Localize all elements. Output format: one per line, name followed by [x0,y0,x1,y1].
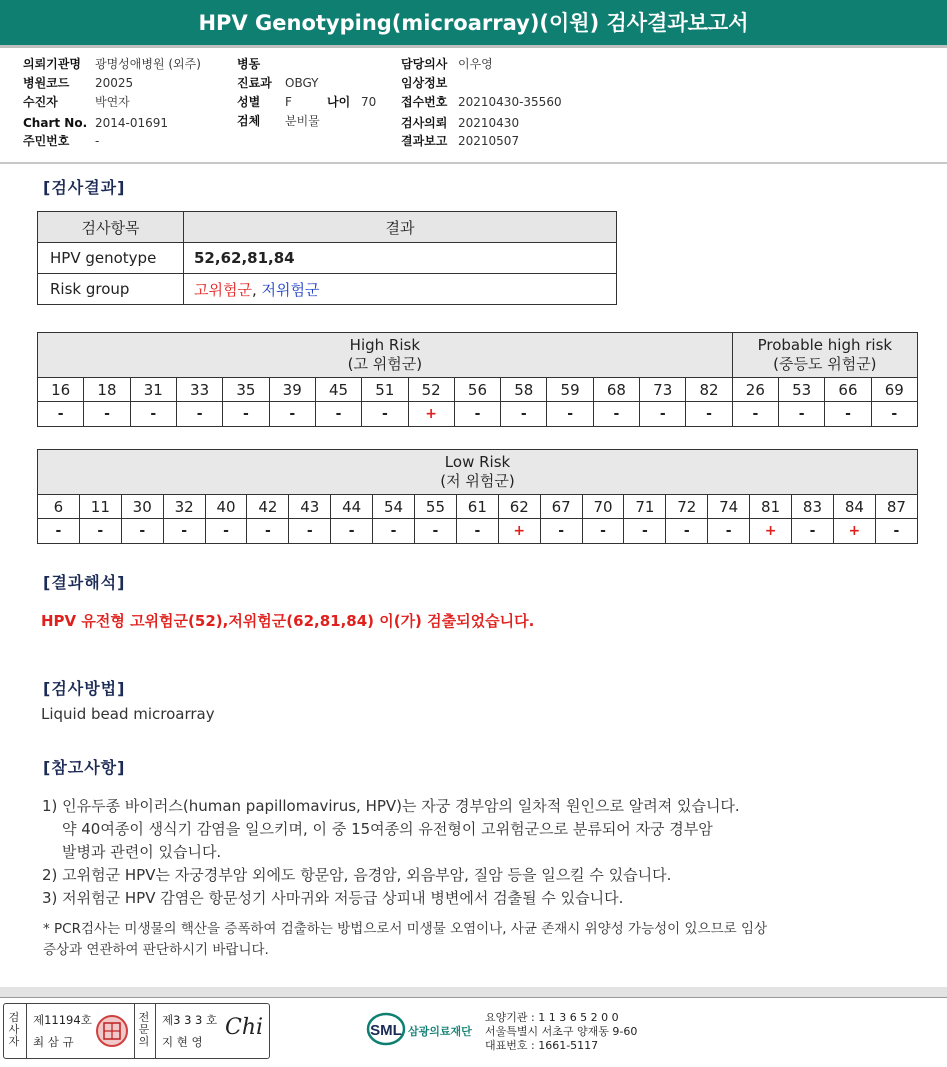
method-text: Liquid bead microarray [41,705,215,723]
institution-name: 삼광의료재단 [408,1025,472,1038]
note-1-line-1: 1) 인유두종 바이러스(human papillomavirus, HPV)는 자궁 경부암의 일차적 원인으로 알려져 있습니다. [42,797,740,815]
low-result-cell: - [624,519,666,544]
footnote [43,919,767,961]
low-risk-header [38,450,918,495]
low-type-cell: 67 [540,495,582,519]
high-result-cell: - [825,402,871,427]
info-ward [237,56,285,72]
low-risk-genotype-table [37,449,918,544]
risk-label-cell: Risk group [38,274,184,305]
note-2: 2) 고위험군 HPV는 자궁경부암 외에도 항문암, 음경암, 외음부암, 질암 등을 일으킬 수 있습니다. [42,866,672,884]
name-value: 박연자 [95,95,130,109]
info-request [401,115,519,131]
low-result-cell: + [750,519,792,544]
low-type-cell: 84 [833,495,875,519]
low-result-cell: + [498,519,540,544]
low-type-cell: 87 [875,495,917,519]
low-result-cell: - [875,519,917,544]
high-result-cell: - [547,402,593,427]
specimen-value: 분비물 [285,114,320,128]
specimen-label: 검체 [237,114,261,128]
footer-band [0,987,947,997]
result-table [37,211,617,305]
name-label: 수진자 [23,95,58,109]
low-result-cell: - [708,519,750,544]
request-label: 검사의뢰 [401,116,448,130]
low-result-cell: - [205,519,247,544]
low-type-cell: 62 [498,495,540,519]
rrn-value: - [95,134,100,148]
low-type-cell: 11 [79,495,121,519]
high-result-cell: - [871,402,917,427]
high-type-cell: 58 [501,378,547,402]
high-result-cell: - [269,402,315,427]
footnote-line-2: 증상과 연관하여 판단하시기 바랍니다. [43,942,269,958]
low-result-cell: - [415,519,457,544]
risk-value-cell [184,274,617,305]
notes-list [42,795,740,910]
low-result-cell: - [456,519,498,544]
title-underline [0,45,947,48]
genotype-label-cell: HPV genotype [38,243,184,274]
high-type-cell: 68 [593,378,639,402]
doctor-label: 담당의사 [401,57,448,71]
low-result-cell: - [792,519,834,544]
low-result-cell: - [582,519,624,544]
high-result-cell: - [38,402,84,427]
chart-value: 2014-01691 [95,116,169,130]
high-risk-header-line2: (고 위험군) [347,355,423,373]
low-type-cell: 72 [666,495,708,519]
sex-label: 성별 [237,95,261,109]
high-type-cell: 16 [38,378,84,402]
high-type-cell: 56 [454,378,500,402]
probable-risk-header-line1: Probable high risk [757,336,893,354]
risk-separator: , [251,280,262,299]
sig-divider-1 [26,1004,27,1058]
sig-divider-3 [155,1004,156,1058]
info-receipt [401,94,562,110]
info-dept [237,75,319,91]
high-risk-text: 고위험군 [194,280,252,299]
handwritten-signature: Chi [225,1015,264,1040]
low-type-cell: 55 [415,495,457,519]
low-risk-header-line1: Low Risk [444,453,511,471]
probable-risk-header-line2: (중등도 위험군) [773,355,877,373]
low-result-cell: - [163,519,205,544]
high-result-cell: - [686,402,732,427]
sig-divider-2 [134,1004,135,1058]
section-method-heading: [검사방법] [43,679,126,698]
institution-address: 서울특별시 서초구 양재동 9-60 [485,1025,638,1038]
tester-license: 제11194호 [33,1013,92,1027]
sex-value: F [285,95,292,109]
high-type-cell: 66 [825,378,871,402]
doctor-value: 이우영 [458,57,493,71]
dept-value: OBGY [285,76,319,90]
org-label: 의뢰기관명 [23,57,81,71]
age-label: 나이 [327,95,351,109]
low-result-cell: - [247,519,289,544]
receipt-label: 접수번호 [401,95,448,109]
low-type-cell: 6 [38,495,80,519]
high-type-cell: 39 [269,378,315,402]
section-notes-heading: [참고사항] [43,758,126,777]
section-interpretation-heading: [결과해석] [43,573,126,592]
high-type-cell: 51 [362,378,408,402]
ward-label: 병동 [237,57,261,71]
note-1-line-3: 발병과 관련이 있습니다. [62,843,222,861]
high-result-cell: - [640,402,686,427]
tester-vertical-label: 검사자 [8,1011,20,1048]
low-result-cell: - [666,519,708,544]
info-rrn [23,133,99,149]
low-type-cell: 70 [582,495,624,519]
high-risk-header [38,333,733,378]
low-result-cell: - [121,519,163,544]
signature-box [3,1003,270,1059]
high-result-cell: - [501,402,547,427]
age-value: 70 [361,95,377,109]
report-title: HPV Genotyping(microarray)(이원) 검사결과보고서 [0,0,947,45]
info-divider [0,162,947,164]
institution-code: 요양기관 : 1 1 3 6 5 2 0 0 [485,1011,619,1024]
tester-name: 최 삼 규 [33,1035,74,1049]
low-risk-text: 저위험군 [261,280,320,299]
clinical-label: 임상정보 [401,76,448,90]
info-code [23,75,133,91]
info-report [401,133,519,149]
high-result-cell: - [176,402,222,427]
high-type-cell: 73 [640,378,686,402]
footer-divider [0,997,947,998]
specialist-name: 지 현 영 [162,1035,203,1049]
info-chart [23,115,168,131]
rrn-label: 주민번호 [23,134,70,148]
low-type-cell: 61 [456,495,498,519]
low-result-cell: - [331,519,373,544]
high-result-cell: - [362,402,408,427]
high-type-cell: 82 [686,378,732,402]
high-type-cell: 45 [315,378,361,402]
high-risk-header-line1: High Risk [349,336,421,354]
high-result-cell: - [84,402,130,427]
high-type-cell: 26 [732,378,778,402]
high-type-cell: 52 [408,378,454,402]
low-result-cell: + [833,519,875,544]
institution-phone: 대표번호 : 1661-5117 [485,1039,599,1052]
org-value: 광명성애병원 (외주) [95,57,201,71]
info-clinical [401,75,458,91]
low-type-cell: 40 [205,495,247,519]
report-value: 20210507 [458,134,520,148]
low-result-cell: - [540,519,582,544]
high-result-cell: - [593,402,639,427]
low-type-cell: 42 [247,495,289,519]
sml-logo-text: SML [370,1022,402,1039]
code-value: 20025 [95,76,134,90]
institution-info [485,1011,637,1053]
info-sex [237,94,376,110]
low-result-cell: - [289,519,331,544]
low-type-cell: 54 [373,495,415,519]
low-result-cell: - [373,519,415,544]
request-value: 20210430 [458,116,520,130]
low-risk-header-line2: (저 위험군) [440,472,515,490]
report-label: 결과보고 [401,134,448,148]
code-label: 병원코드 [23,76,70,90]
receipt-value: 20210430-35560 [458,95,562,109]
note-1-line-2: 약 40여종이 생식기 감염을 일으키며, 이 중 15여종의 유전형이 고위험군으로 분류되어 자궁 경부암 [62,820,713,838]
info-specimen [237,113,320,129]
probable-risk-header [732,333,917,378]
info-doctor [401,56,493,72]
note-3: 3) 저위험군 HPV 감염은 항문성기 사마귀와 저등급 상피내 병변에서 검출될 수 있습니다. [42,889,624,907]
low-type-cell: 81 [750,495,792,519]
low-result-cell: - [38,519,80,544]
low-type-cell: 44 [331,495,373,519]
chart-label: Chart No. [23,116,88,130]
section-results-heading: [검사결과] [43,178,126,197]
specialist-vertical-label: 전문의 [138,1011,150,1048]
interpretation-text: HPV 유전형 고위험군(52),저위험군(62,81,84) 이(가) 검출되었습니다. [41,612,535,630]
high-type-cell: 59 [547,378,593,402]
high-type-cell: 69 [871,378,917,402]
low-type-cell: 32 [163,495,205,519]
high-type-cell: 31 [130,378,176,402]
high-type-cell: 53 [779,378,825,402]
high-result-cell: + [408,402,454,427]
high-result-cell: - [732,402,778,427]
specialist-license: 제3 3 3 호 [162,1013,218,1027]
low-type-cell: 74 [708,495,750,519]
low-type-cell: 83 [792,495,834,519]
low-type-cell: 30 [121,495,163,519]
low-result-cell: - [79,519,121,544]
info-org [23,56,201,72]
high-type-cell: 33 [176,378,222,402]
sml-logo-icon [365,1009,407,1049]
high-result-cell: - [779,402,825,427]
result-col-item: 검사항목 [38,212,184,243]
result-col-result: 결과 [184,212,617,243]
high-result-cell: - [130,402,176,427]
high-risk-genotype-table [37,332,918,427]
dept-label: 진료과 [237,76,272,90]
high-type-cell: 35 [223,378,269,402]
low-type-cell: 71 [624,495,666,519]
official-seal-icon [95,1014,129,1048]
high-result-cell: - [223,402,269,427]
high-type-cell: 18 [84,378,130,402]
high-result-cell: - [315,402,361,427]
footnote-line-1: * PCR검사는 미생물의 핵산을 증폭하여 검출하는 방법으로서 미생물 오염이나, 사균 존재시 위양성 가능성이 있으므로 임상 [43,921,768,937]
genotype-value-cell: 52,62,81,84 [184,243,617,274]
info-name [23,94,130,110]
high-result-cell: - [454,402,500,427]
low-type-cell: 43 [289,495,331,519]
